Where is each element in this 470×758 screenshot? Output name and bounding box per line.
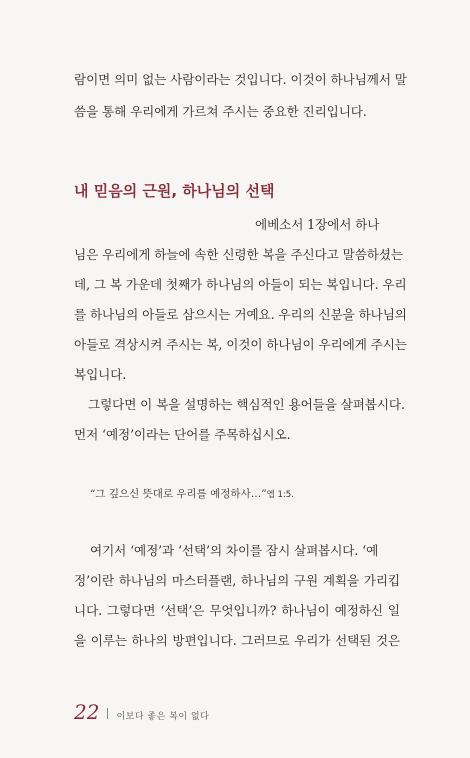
- text-line: 람이면 의미 없는 사람이라는 것입니다. 이것이 하나님께서 말: [74, 72, 407, 87]
- text-line: 복입니다.: [74, 367, 127, 382]
- text-line: 님은 우리에게 하늘에 속한 신령한 복을 주신다고 말씀하셨는: [74, 247, 403, 262]
- text-line: 를 하나님의 아들로 삼으시는 거예요. 우리의 신분을 하나님의: [74, 307, 407, 322]
- text-line: 먼저 ‘예정’이라는 단어를 주목하십시오.: [74, 427, 291, 442]
- text-line: 아들로 격상시켜 주시는 복, 이것이 하나님이 우리에게 주시는: [74, 337, 407, 352]
- text-line: 씀을 통해 우리에게 가르쳐 주시는 중요한 진리입니다.: [74, 104, 367, 119]
- book-title: 이보다 좋은 복이 없다: [116, 712, 210, 722]
- text-line: 데, 그 복 가운데 첫째가 하나님의 아들이 되는 복입니다. 우리: [74, 277, 407, 292]
- page-footer: [74, 700, 209, 724]
- text-line: 여기서 ‘예정’과 ‘선택’의 차이를 잠시 살펴봅시다. ‘예: [90, 543, 379, 558]
- text-line: 을 이루는 하나의 방편입니다. 그러므로 우리가 선택된 것은: [74, 633, 400, 648]
- text-line: 그렇다면 이 복을 설명하는 핵심적인 용어들을 살펴봅시다.: [88, 397, 405, 412]
- quote-reference: 엡 1:5.: [266, 490, 294, 500]
- footer-divider: [107, 708, 108, 719]
- scripture-quote: [90, 487, 294, 502]
- page-number: 22: [74, 700, 100, 724]
- section-heading: 내 믿음의 근원, 하나님의 선택: [74, 182, 275, 200]
- text-line: 정’이란 하나님의 마스터플랜, 하나님의 구원 계획을 가리킵: [74, 573, 400, 588]
- quote-text: “그 깊으신 뜻대로 우리를 예정하사…”: [90, 488, 267, 500]
- text-line: 에베소서 1장에서 하나: [255, 217, 380, 232]
- text-line: 니다. 그렇다면 ‘선택’은 무엇입니까? 하나님이 예정하신 일: [74, 603, 400, 618]
